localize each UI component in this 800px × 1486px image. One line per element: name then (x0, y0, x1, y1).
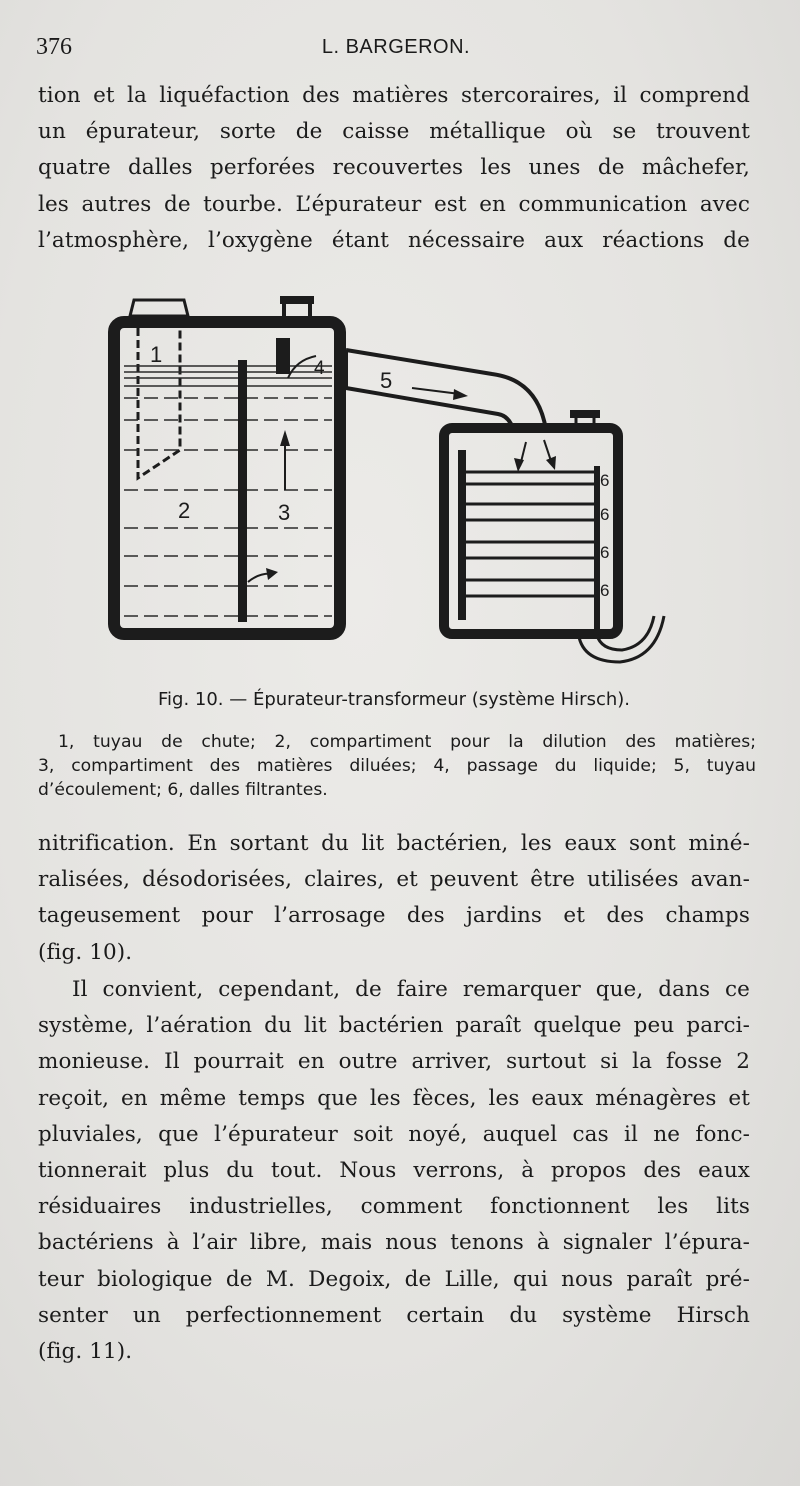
label-3: 3 (278, 500, 291, 525)
text-line: senter un perfectionnement certain du système Hirsch (38, 1302, 750, 1328)
text-line: résiduaires industrielles, comment fonctionnent les lits (38, 1194, 750, 1220)
page-header (36, 34, 756, 68)
left-tank (114, 296, 340, 634)
legend-line: d’écoulement; 6, dalles filtrantes. (38, 780, 328, 800)
legend-line: 3, compartiment des matières diluées; 4, passage du liquide; 5, tuyau (38, 756, 756, 776)
text-line: bactériens à l’air libre, mais nous tenons à signaler l’épura- (38, 1230, 750, 1256)
paragraph-1 (38, 78, 750, 259)
text-line: tageusement pour l’arrosage des jardins et des champs (38, 903, 750, 929)
text-line: quatre dalles perforées recouvertes les unes de mâchefer, (38, 155, 750, 181)
text-line: pluviales, que l’épurateur soit noyé, auquel cas il ne fonc- (38, 1121, 750, 1147)
figure-caption: Fig. 10. — Épurateur-transformeur (système Hirsch). (157, 689, 630, 710)
text-line: monieuse. Il pourrait en outre arriver, surtout si la fosse 2 (38, 1049, 750, 1075)
label-6: 6 (600, 543, 610, 562)
label-6: 6 (600, 505, 610, 524)
text-line: teur biologique de M. Degoix, de Lille, qui nous paraît pré- (38, 1266, 750, 1292)
page-number: 376 (36, 34, 72, 60)
figure-10-diagram (100, 290, 680, 680)
label-6: 6 (600, 471, 610, 490)
text-line: (fig. 11). (38, 1339, 133, 1365)
outlet-pipe (346, 350, 546, 432)
paragraph-3 (38, 972, 750, 1370)
running-head: L. BARGERON. (321, 36, 471, 58)
text-line: nitrification. En sortant du lit bactérien, les eaux sont miné- (38, 831, 750, 856)
paragraph-2 (38, 826, 750, 971)
right-tank (444, 410, 664, 662)
figure-legend (38, 730, 756, 802)
text-line: tion et la liquéfaction des matières stercoraires, il comprend (38, 83, 750, 108)
label-1: 1 (150, 342, 163, 367)
label-2: 2 (178, 498, 191, 523)
text-line: ralisées, désodorisées, claires, et peuvent être utilisées avan- (38, 867, 750, 893)
text-line: les autres de tourbe. L’épurateur est en communication avec (38, 191, 750, 217)
legend-line: 1, tuyau de chute; 2, compartiment pour la dilution des matières; (58, 732, 756, 752)
label-6: 6 (600, 581, 610, 600)
label-4: 4 (314, 358, 325, 379)
text-line: l’atmosphère, l’oxygène étant nécessaire aux réactions de (38, 227, 750, 253)
text-line: tionnerait plus du tout. Nous verrons, à propos des eaux (38, 1158, 750, 1184)
text-line: (fig. 10). (38, 939, 133, 965)
text-line: un épurateur, sorte de caisse métallique où se trouvent (38, 119, 750, 145)
text-line: système, l’aération du lit bactérien paraît quelque peu parci- (38, 1013, 750, 1039)
label-5: 5 (380, 368, 393, 393)
text-line: reçoit, en même temps que les fèces, les eaux ménagères et (38, 1085, 750, 1111)
text-line: Il convient, cependant, de faire remarquer que, dans ce (72, 977, 750, 1002)
